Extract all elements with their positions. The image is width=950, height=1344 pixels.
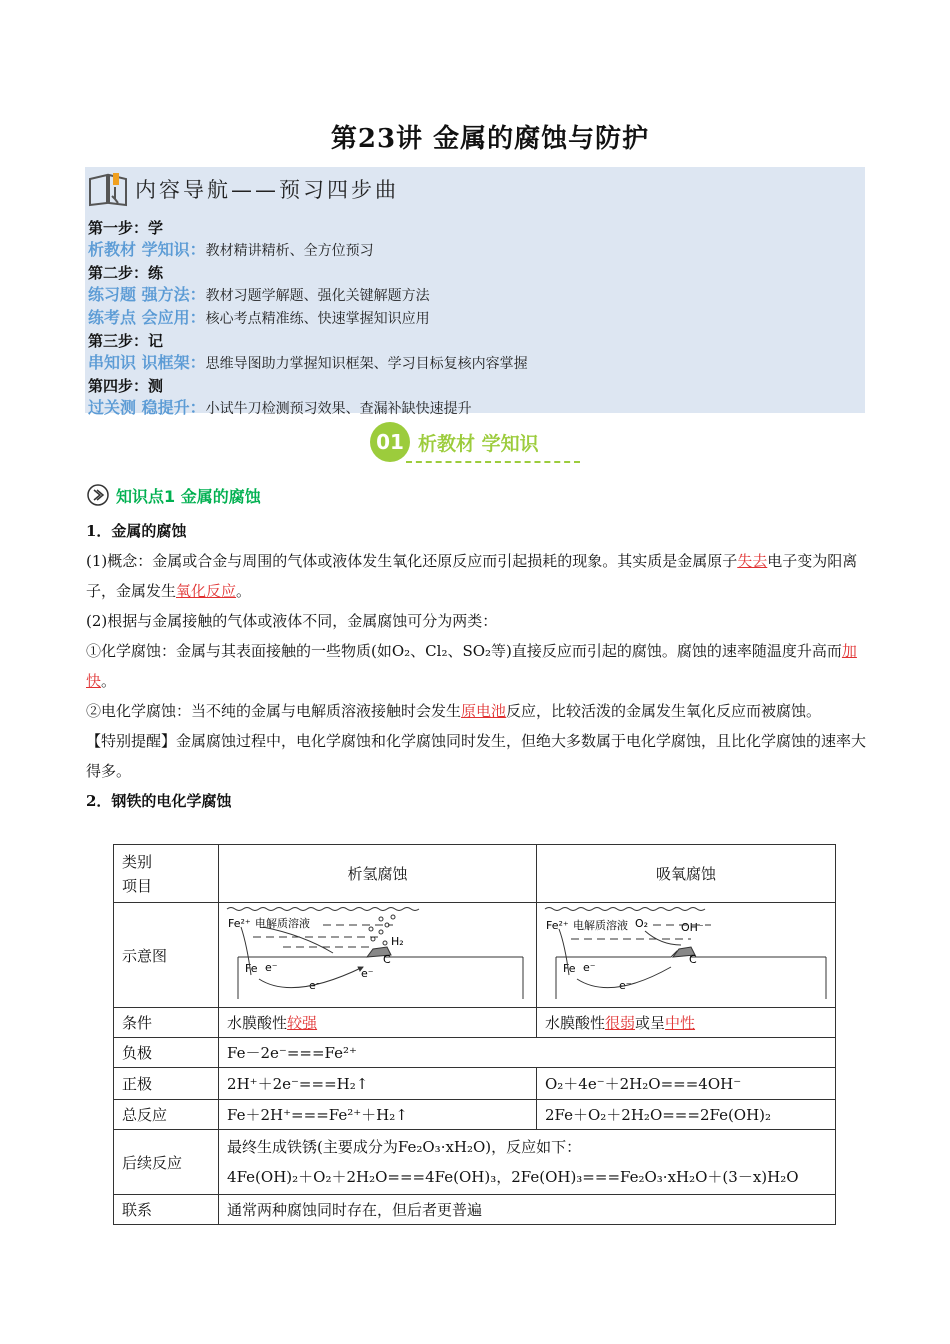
nav-row-value: 教材精讲精析、全方位预习	[205, 243, 374, 259]
hydrogen-evolution-diagram	[219, 903, 537, 1008]
svg-text:C: C	[688, 953, 697, 966]
nav-row-key: 过关测 稳提升：	[88, 398, 206, 417]
nav-row	[88, 239, 528, 262]
table-row	[114, 1008, 836, 1038]
oxygen-absorption-diagram	[536, 903, 835, 1008]
answer-blank: 较强	[287, 1014, 318, 1032]
content-navigation-box	[85, 167, 865, 417]
paragraph-electrochemical-corrosion: ②电化学腐蚀：当不纯的金属与电解质溶液接触时会发生原电池反应，比较活泼的金属发生氧化反应而被腐蚀。	[86, 702, 822, 720]
svg-text:OH⁻: OH⁻	[680, 921, 704, 934]
svg-text:O₂: O₂	[634, 917, 649, 930]
condition-oxygen: 水膜酸性很弱或呈中性	[536, 1008, 835, 1038]
svg-text:e⁻: e⁻	[265, 961, 278, 974]
table-row	[114, 903, 836, 1008]
svg-text:Fe²⁺: Fe²⁺	[228, 917, 251, 930]
svg-text:e⁻: e⁻	[361, 967, 374, 980]
paragraph-classification: (2)根据与金属接触的气体或液体不同，金属腐蚀可分为两类：	[86, 612, 498, 630]
nav-step: 第二步：练	[88, 264, 164, 282]
nav-step: 第一步：学	[88, 219, 164, 237]
table-header-corner: 类别 项目	[114, 845, 219, 903]
svg-text:Fe: Fe	[562, 962, 576, 975]
link-text: 通常两种腐蚀同时存在，但后者更普遍	[219, 1195, 836, 1225]
follow-up-reaction: 最终生成铁锈(主要成分为Fe₂O₃·xH₂O)，反应如下： 4Fe(OH)₂＋O₂＋2H₂O===4Fe(OH)₃，2Fe(OH)₃===Fe₂O₃·xH₂O＋(3－x)H₂O	[219, 1130, 836, 1195]
positive-hydrogen: 2H⁺＋2e⁻===H₂↑	[219, 1068, 537, 1100]
nav-heading	[87, 169, 399, 209]
total-oxygen: 2Fe＋O₂＋2H₂O===2Fe(OH)₂	[536, 1100, 835, 1130]
nav-title: 内容导航——预习四步曲	[135, 178, 399, 202]
corrosion-comparison-table	[113, 844, 836, 1225]
table-row	[114, 1100, 836, 1130]
negative-electrode-reaction: Fe－2e⁻===Fe²⁺	[219, 1038, 836, 1068]
nav-step: 第三步：记	[88, 332, 164, 350]
svg-text:e⁻: e⁻	[582, 961, 596, 974]
paragraph-chemical-corrosion: ①化学腐蚀：金属与其表面接触的一些物质(如O₂、Cl₂、SO₂等)直接反应而引起的腐蚀。腐蚀的速率随温度升高而加快。	[86, 642, 857, 690]
section-label: 析教材 学知识	[418, 432, 539, 455]
row-label-condition: 条件	[114, 1008, 219, 1038]
nav-row	[88, 307, 528, 330]
paragraph-special-note: 【特别提醒】金属腐蚀过程中，电化学腐蚀和化学腐蚀同时发生，但绝大多数属于电化学腐蚀，且比化学腐蚀的速率大得多。	[86, 732, 867, 780]
nav-row	[88, 284, 528, 307]
answer-blank: 氧化反应	[176, 582, 237, 600]
nav-row	[88, 397, 528, 420]
svg-text:电解质溶液: 电解质溶液	[255, 917, 311, 930]
svg-text:Fe: Fe	[245, 962, 258, 975]
svg-text:e⁻: e⁻	[618, 979, 632, 992]
knowledge-point-title: 知识点1 金属的腐蚀	[116, 486, 261, 506]
row-label-follow: 后续反应	[114, 1130, 219, 1195]
section-number: 01	[370, 422, 410, 462]
knowledge-point-heading	[86, 483, 261, 507]
row-label-diagram: 示意图	[114, 903, 219, 1008]
table-row	[114, 845, 836, 903]
nav-row-key: 析教材 学知识：	[88, 240, 206, 259]
condition-hydrogen: 水膜酸性较强	[219, 1008, 537, 1038]
nav-row-key: 串知识 识框架：	[88, 353, 206, 372]
heading-metal-corrosion: 1．金属的腐蚀	[86, 522, 187, 540]
section-badge	[370, 422, 539, 462]
column-header-hydrogen: 析氢腐蚀	[219, 845, 537, 903]
table-row	[114, 1038, 836, 1068]
svg-text:C: C	[383, 953, 391, 966]
paragraph-concept: (1)概念：金属或合金与周围的气体或液体发生氧化还原反应而引起损耗的现象。其实质是金属原子失去电子变为阳离子，金属发生氧化反应。	[86, 552, 858, 600]
page-title: 第23讲 金属的腐蚀与防护	[330, 124, 650, 154]
positive-oxygen: O₂＋4e⁻＋2H₂O===4OH⁻	[536, 1068, 835, 1100]
row-label-total: 总反应	[114, 1100, 219, 1130]
nav-row-value: 小试牛刀检测预习效果、查漏补缺快速提升	[205, 401, 472, 417]
answer-blank: 加快	[86, 642, 857, 690]
row-label-link: 联系	[114, 1195, 219, 1225]
answer-blank: 失去	[737, 552, 768, 570]
content-body	[86, 516, 866, 816]
chevron-circle-icon	[86, 483, 110, 507]
nav-row-value: 核心考点精准练、快速掌握知识应用	[205, 311, 430, 327]
answer-blank: 中性	[665, 1014, 696, 1032]
nav-row	[88, 352, 528, 375]
heading-steel-corrosion: 2．钢铁的电化学腐蚀	[86, 792, 232, 810]
nav-row-key: 练习题 强方法：	[88, 285, 206, 304]
nav-row-value: 思维导图助力掌握知识框架、学习目标复核内容掌握	[205, 356, 528, 372]
table-row	[114, 1068, 836, 1100]
svg-text:电解质溶液: 电解质溶液	[572, 919, 628, 932]
svg-text:H₂: H₂	[391, 935, 404, 948]
answer-blank: 原电池	[461, 702, 507, 720]
nav-row-value: 教材习题学解题、强化关键解题方法	[205, 288, 430, 304]
book-icon	[87, 169, 131, 209]
svg-text:Fe²⁺: Fe²⁺	[545, 919, 569, 932]
total-hydrogen: Fe＋2H⁺===Fe²⁺＋H₂↑	[219, 1100, 537, 1130]
svg-text:e⁻: e⁻	[309, 979, 322, 992]
row-label-positive: 正极	[114, 1068, 219, 1100]
column-header-oxygen: 吸氧腐蚀	[536, 845, 835, 903]
row-label-negative: 负极	[114, 1038, 219, 1068]
answer-blank: 很弱	[605, 1014, 636, 1032]
table-row	[114, 1130, 836, 1195]
table-row	[114, 1195, 836, 1225]
nav-lines	[88, 217, 528, 420]
nav-step: 第四步：测	[88, 377, 164, 395]
nav-row-key: 练考点 会应用：	[88, 308, 206, 327]
section-divider	[406, 461, 580, 463]
